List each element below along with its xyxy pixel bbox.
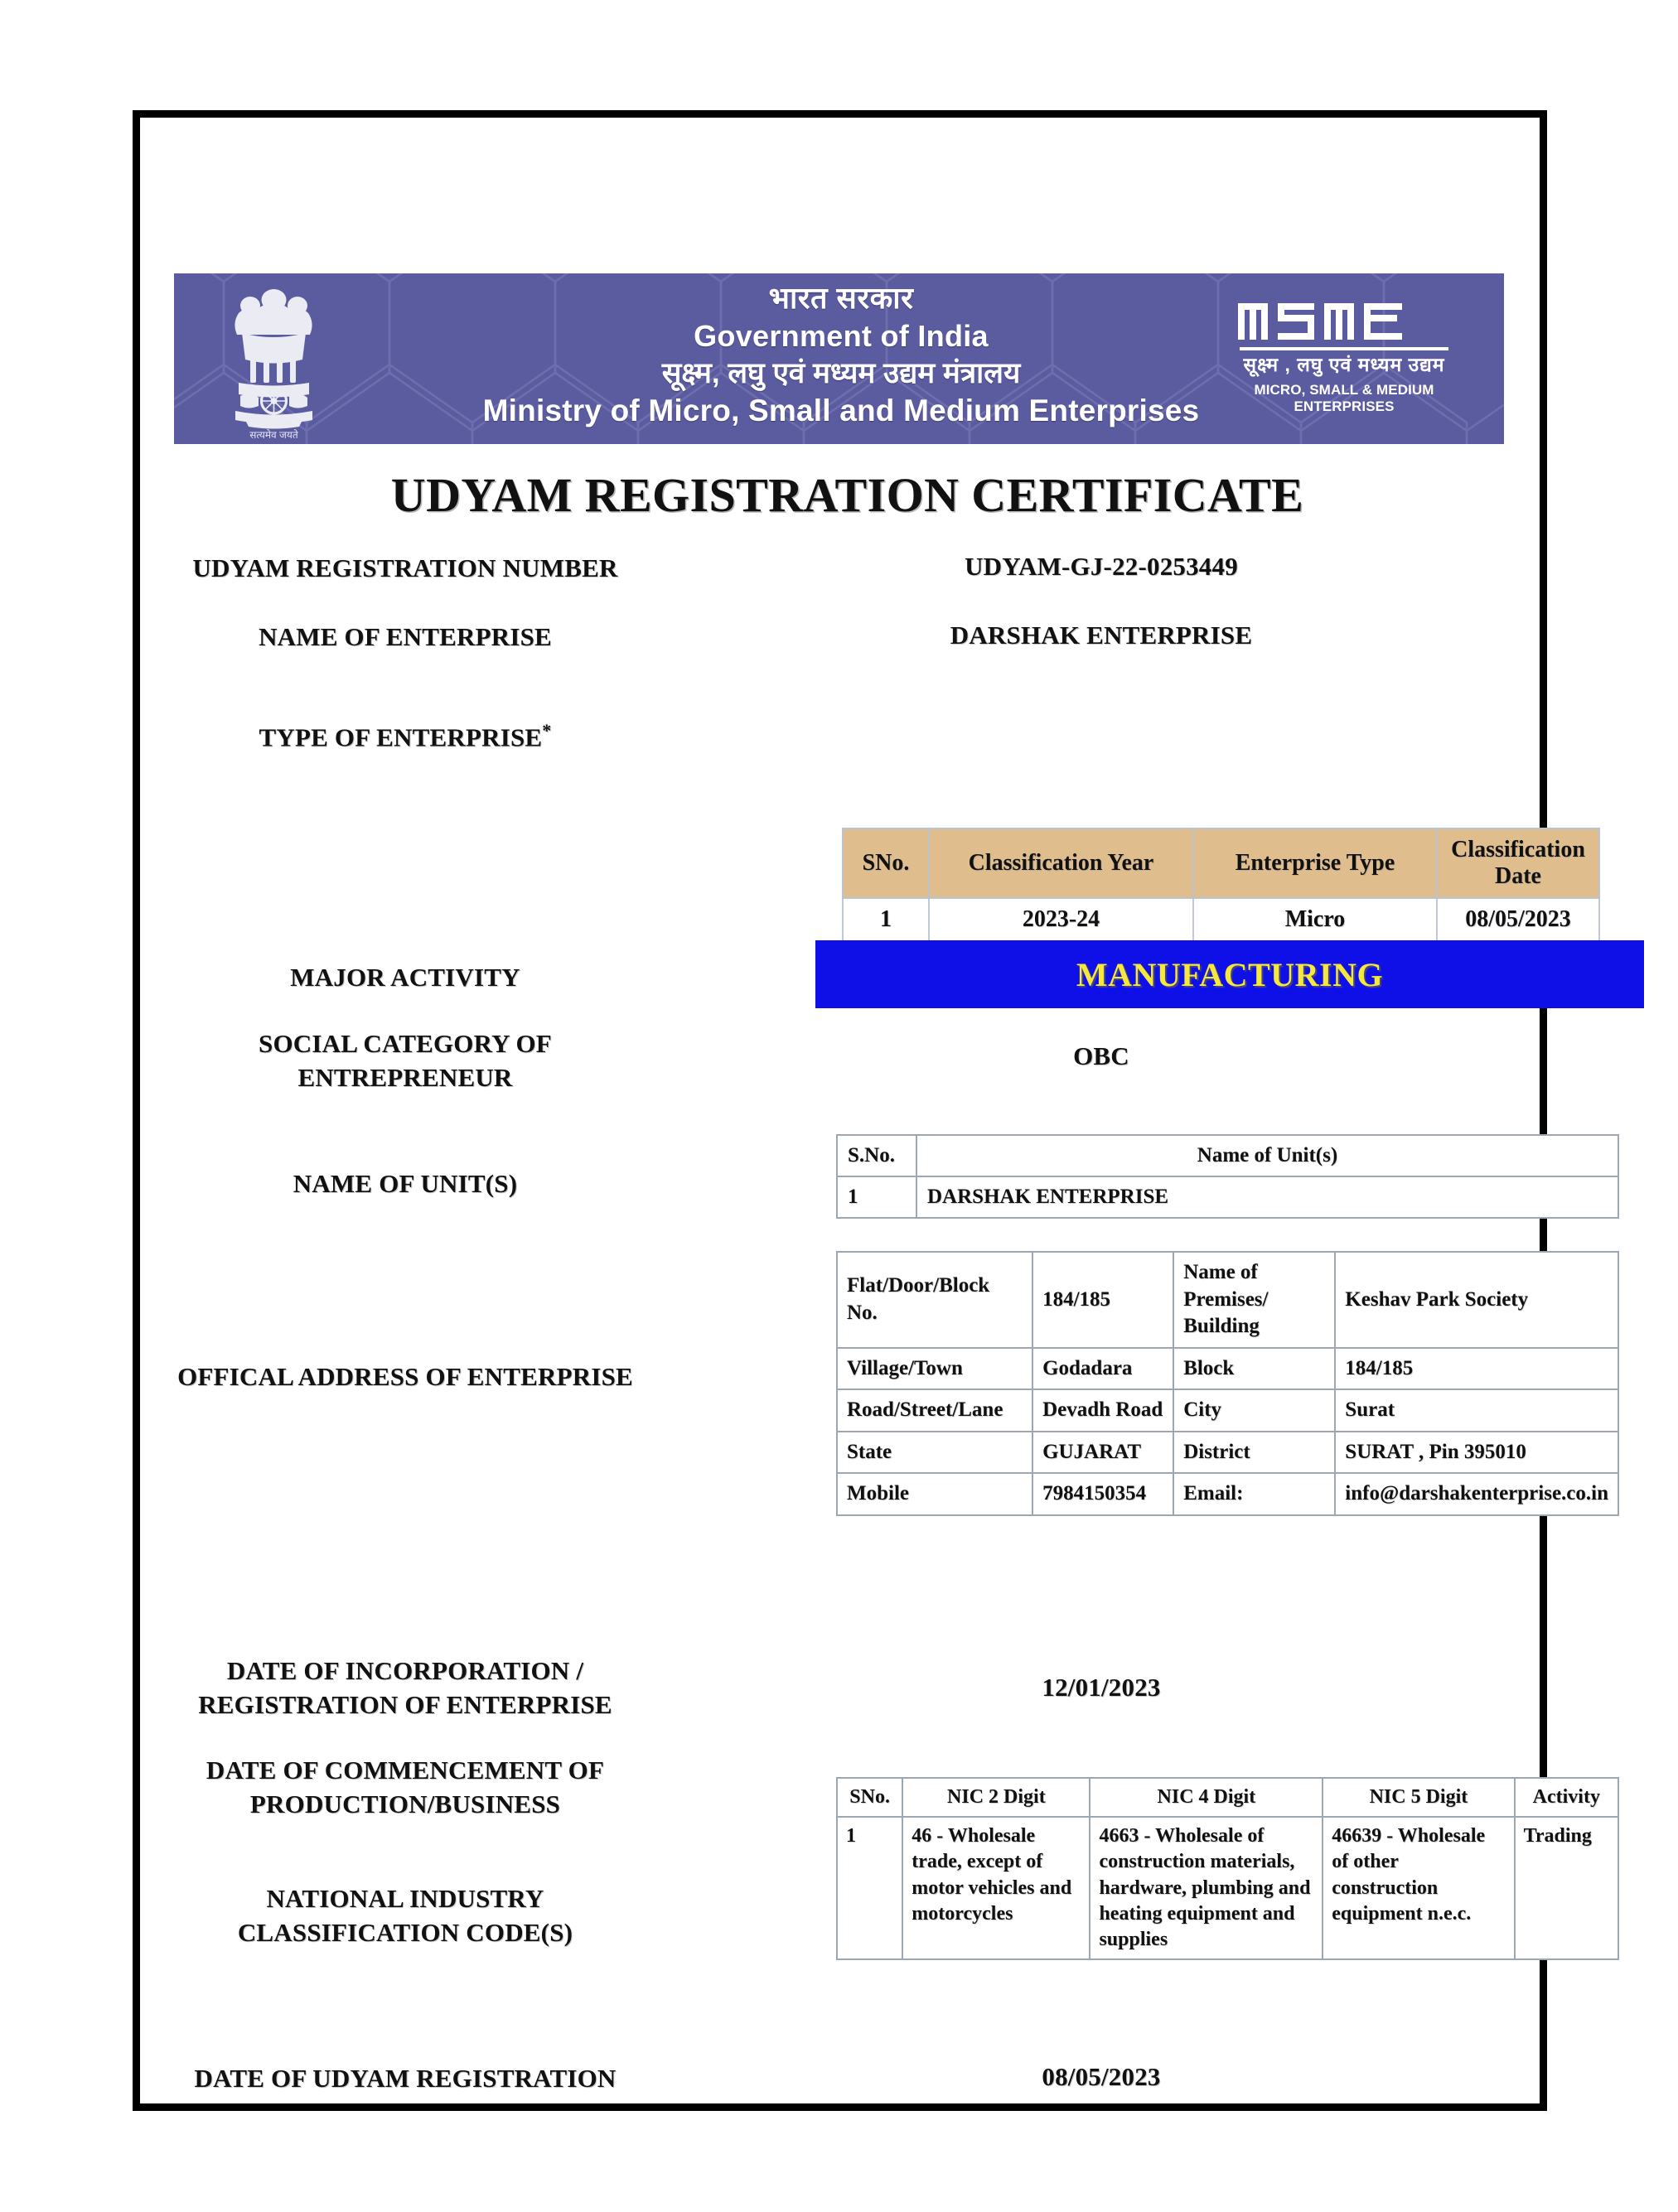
msme-logo-hindi-text: सूक्ष्म , लघु एवं मध्यम उद्यम [1243,354,1445,375]
emblem-motto-text: सत्यमेव जयते [249,429,298,441]
official-address-table [836,1251,1619,1516]
addr-key-flat-door-block: Flat/Door/Block No. [837,1252,1032,1348]
cell-nic-5-digit: 46639 - Wholesale of other construction equipment n.e.c. [1323,1817,1514,1959]
table-row [837,1473,1618,1515]
addr-value-city: Surat [1335,1389,1618,1432]
table-row [837,1432,1618,1474]
addr-key-road-street-lane: Road/Street/Lane [837,1389,1032,1432]
date-of-incorporation-label: DATE OF INCORPORATION / REGISTRATION OF ENTERPRISE [198,1656,612,1719]
table-header-row [843,828,1599,898]
col-header-sno: S.No. [837,1135,916,1176]
addr-value-flat-door-block: 184/185 [1032,1252,1173,1348]
cell-enterprise-type: Micro [1193,898,1437,941]
cell-nic-2-digit: 46 - Wholesale trade, except of motor vehicles and motorcycles [902,1817,1090,1959]
table-row [843,898,1599,941]
col-header-activity: Activity [1515,1778,1618,1817]
type-of-enterprise-table [842,828,1600,942]
col-header-sno: SNo. [843,828,929,898]
addr-value-village-town: Godadara [1032,1348,1173,1390]
addr-value-block: 184/185 [1335,1348,1618,1390]
government-header-banner [174,273,1504,444]
cell-classification-year: 2023-24 [929,898,1193,941]
enterprise-name-label: NAME OF ENTERPRISE [259,622,552,651]
date-of-commencement-label: DATE OF COMMENCEMENT OF PRODUCTION/BUSINESS [206,1756,605,1818]
addr-value-road-street-lane: Devadh Road [1032,1389,1173,1432]
addr-key-premises-building: Name of Premises/ Building [1173,1252,1335,1348]
type-of-enterprise-label [157,718,654,755]
table-row [837,1348,1618,1390]
enterprise-name-value: DARSHAK ENTERPRISE [950,621,1253,650]
official-address-label: OFFICAL ADDRESS OF ENTERPRISE [177,1362,633,1391]
type-of-enterprise-label-text: TYPE OF ENTERPRISE [259,722,543,752]
msme-logo-english-text: MICRO, SMALL & MEDIUM ENTERPRISES [1254,382,1434,415]
addr-key-mobile: Mobile [837,1473,1032,1515]
addr-key-village-town: Village/Town [837,1348,1032,1390]
col-header-classification-year: Classification Year [929,828,1193,898]
major-activity-banner [815,940,1644,1008]
registration-number-value: UDYAM-GJ-22-0253449 [965,552,1238,581]
banner-text-block [423,280,1260,430]
addr-key-state: State [837,1432,1032,1474]
nic-classification-table [836,1777,1619,1960]
addr-value-premises-building: Keshav Park Society [1335,1252,1618,1348]
date-of-udyam-registration-label: DATE OF UDYAM REGISTRATION [194,2064,617,2093]
col-header-classification-date: Classification Date [1437,828,1599,898]
major-activity-label: MAJOR ACTIVITY [290,963,520,992]
table-row [837,1389,1618,1432]
msme-wordmark-icon [1236,288,1452,341]
name-of-units-table [836,1134,1619,1219]
col-header-nic-4-digit: NIC 4 Digit [1090,1778,1323,1817]
table-row [837,1252,1618,1348]
addr-key-block: Block [1173,1348,1335,1390]
addr-key-email: Email: [1173,1473,1335,1515]
addr-value-district: SURAT , Pin 395010 [1335,1432,1618,1474]
cell-classification-date: 08/05/2023 [1437,898,1599,941]
social-category-label: SOCIAL CATEGORY OF ENTREPRENEUR [259,1029,552,1092]
india-state-emblem-icon [222,278,326,441]
col-header-enterprise-type: Enterprise Type [1193,828,1437,898]
date-of-udyam-registration-value: 08/05/2023 [1042,2062,1161,2091]
date-of-incorporation-value: 12/01/2023 [1042,1673,1161,1702]
asterisk-marker: * [542,720,552,741]
cell-sno: 1 [837,1176,916,1218]
table-row [837,1817,1618,1959]
table-header-row [837,1778,1618,1817]
addr-value-email: info@darshakenterprise.co.in [1335,1473,1618,1515]
addr-value-state: GUJARAT [1032,1432,1173,1474]
col-header-nic-5-digit: NIC 5 Digit [1323,1778,1514,1817]
addr-key-district: District [1173,1432,1335,1474]
msme-logo-divider [1240,347,1448,350]
cell-nic-4-digit: 4663 - Wholesale of construction materials, hardware, plumbing and heating equipment and supplies [1090,1817,1323,1959]
banner-english-govt-line: Government of India [694,318,989,353]
col-header-nic-2-digit: NIC 2 Digit [902,1778,1090,1817]
table-row [837,1176,1618,1218]
cell-activity: Trading [1515,1817,1618,1959]
banner-hindi-govt-line: भारत सरकार [768,281,914,315]
name-of-units-label: NAME OF UNIT(S) [293,1169,518,1198]
nic-codes-label: NATIONAL INDUSTRY CLASSIFICATION CODE(S) [237,1884,573,1947]
certificate-border-frame [133,110,1608,2111]
cell-unit-name: DARSHAK ENTERPRISE [916,1176,1618,1218]
cell-sno: 1 [837,1817,902,1959]
addr-key-city: City [1173,1389,1335,1432]
banner-english-ministry-line: Ministry of Micro, Small and Medium Enterprises [482,393,1200,427]
msme-logo [1224,288,1464,415]
page-title: UDYAM REGISTRATION CERTIFICATE [390,468,1304,522]
col-header-unit-name: Name of Unit(s) [916,1135,1618,1176]
table-header-row [837,1135,1618,1176]
col-header-sno: SNo. [837,1778,902,1817]
banner-hindi-ministry-line: सूक्ष्म, लघु एवं मध्यम उद्यम मंत्रालय [661,356,1021,389]
cell-sno: 1 [843,898,929,941]
social-category-value: OBC [1073,1041,1129,1070]
major-activity-value: MANUFACTURING [1076,955,1384,993]
registration-number-label: UDYAM REGISTRATION NUMBER [192,553,618,582]
addr-value-mobile: 7984150354 [1032,1473,1173,1515]
